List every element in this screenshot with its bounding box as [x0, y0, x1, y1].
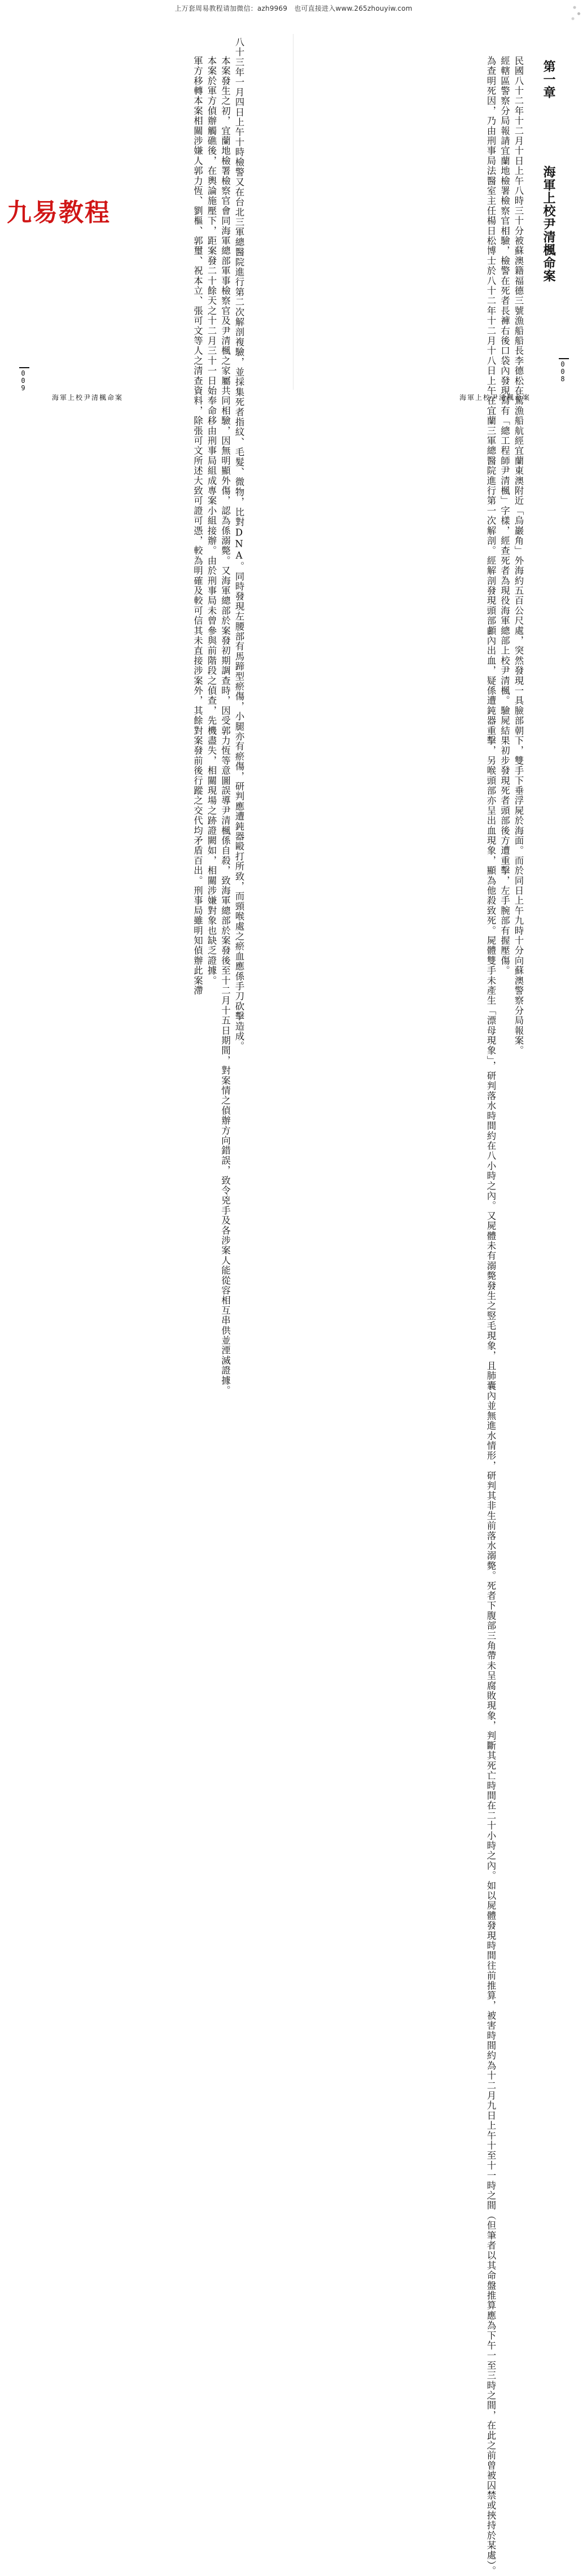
paragraph: 軍方移轉本案相關涉嫌人郭力恆、劉樞、郭璽、祝本立、張可文等人之清查資料，除張可文所述大致可證可憑，較為明確及較可信其未直接涉案外，其餘對案發前後行蹤之交代均矛盾百出。刑事局雖明知偵辦此案滯: [192, 55, 203, 996]
paragraph: 為查明死因，乃由刑事局法醫室主任楊日松博士於八十二年十二月十八日上午在宜蘭三軍總醫院進行第一次解剖。經解剖發現頭部顱內出血，疑係遭鈍器重擊，另喉頭部亦呈出血現象，顯為他殺致死。屍體雙手未產生「漂母現象」，研判落水時間約在八小時之內。又屍體未有溺斃發生之竪毛現象，且肺囊內並無進水情形，研判其非生前落水溺斃。死者下腹部三角帶未呈腐敗現象，判斷其死亡時間在二十小時之內。如以屍體發現時間往前推算，被害時間約為十二月九日上午十至十一時之間（但筆者以其命盤推算應為下午一至三時之間，在此之前曾被囚禁或挾持於某處）。: [485, 55, 496, 2576]
watermark-text: 九易教程: [7, 198, 111, 227]
chapter-title: 海軍上校尹清楓命案: [541, 165, 556, 282]
paragraph: 本案發生之初，宜蘭地檢署檢察官會同海軍總部軍事檢察官及尹清楓之家屬共同相驗，因無明顯外傷，認為係溺斃。又海軍總部於案發初期調查時，因受郭力恆等意圖誤導尹清楓係自殺，致海軍總部於案發後至十二月十五日期間，對案情之偵辦方向錯誤，致令兇手及各涉案人能從容相互串供並湮滅證據。: [220, 55, 231, 1396]
page-number: 008: [559, 360, 567, 382]
paragraph: 民國八十二年十二月十日上午八時三十分被蘇澳籍福德三號漁船船長李德松在駕漁船航經宜蘭東澳附近「烏巖角」外海約五百公尺處，突然發現一具臉部朝下，雙手下垂浮屍於海面。而於同日上午九時十分向蘇澳警察分局報案。: [513, 55, 524, 1056]
running-footer-left: 海軍上校尹清楓命案: [52, 394, 124, 402]
left-page-body: [190, 37, 246, 1396]
page-number: 009: [19, 369, 27, 391]
chapter-label: 第一章: [541, 60, 556, 99]
page-number-rule: [559, 358, 569, 359]
page-gutter: [293, 34, 294, 390]
scan-artifact: [568, 0, 585, 25]
chapter-heading: [540, 60, 558, 282]
paragraph: 經轄區警察分局報請宜蘭地檢署檢察官相驗，檢警在死者長褲右後口袋內發現寫有「總工程師尹清楓」字樣，經查死者為現役海軍總部上校尹清楓。驗屍結果初步發現死者頭部後方遭重擊，左手腕部有握壓傷。: [499, 55, 510, 976]
running-footer-right: 海軍上校尹清楓命案: [459, 394, 531, 402]
paragraph: 八十三年一月四日上午十時檢警又在台北三軍總醫院進行第二次解剖複驗，並採集死者指紋、毛髮、微物，比對DNA。同時發現左腰部有馬蹄型瘀傷，小腿亦有瘀傷，研判應遭鈍器毆打所致，而頸喉處之瘀血應係手刀砍擊造成。: [234, 37, 244, 1052]
page-number-left: [19, 367, 29, 394]
banner-text: 上万套周易教程请加微信：azh9969 也可直接进入www.265zhouyiw.com: [174, 5, 413, 12]
paragraph: 本案於軍方偵辦觸礁後，在輿論施壓下，距案發二十餘天之十二月三十一日始奉命移由刑事局組成專案小組接辦。由於刑事局未曾參與前階段之偵查，先機盡失，相關現場之跡證闕如，相關涉嫌對象也缺乏證據。: [206, 55, 217, 986]
page-number-rule: [19, 367, 29, 368]
page-number-right: [559, 358, 569, 385]
